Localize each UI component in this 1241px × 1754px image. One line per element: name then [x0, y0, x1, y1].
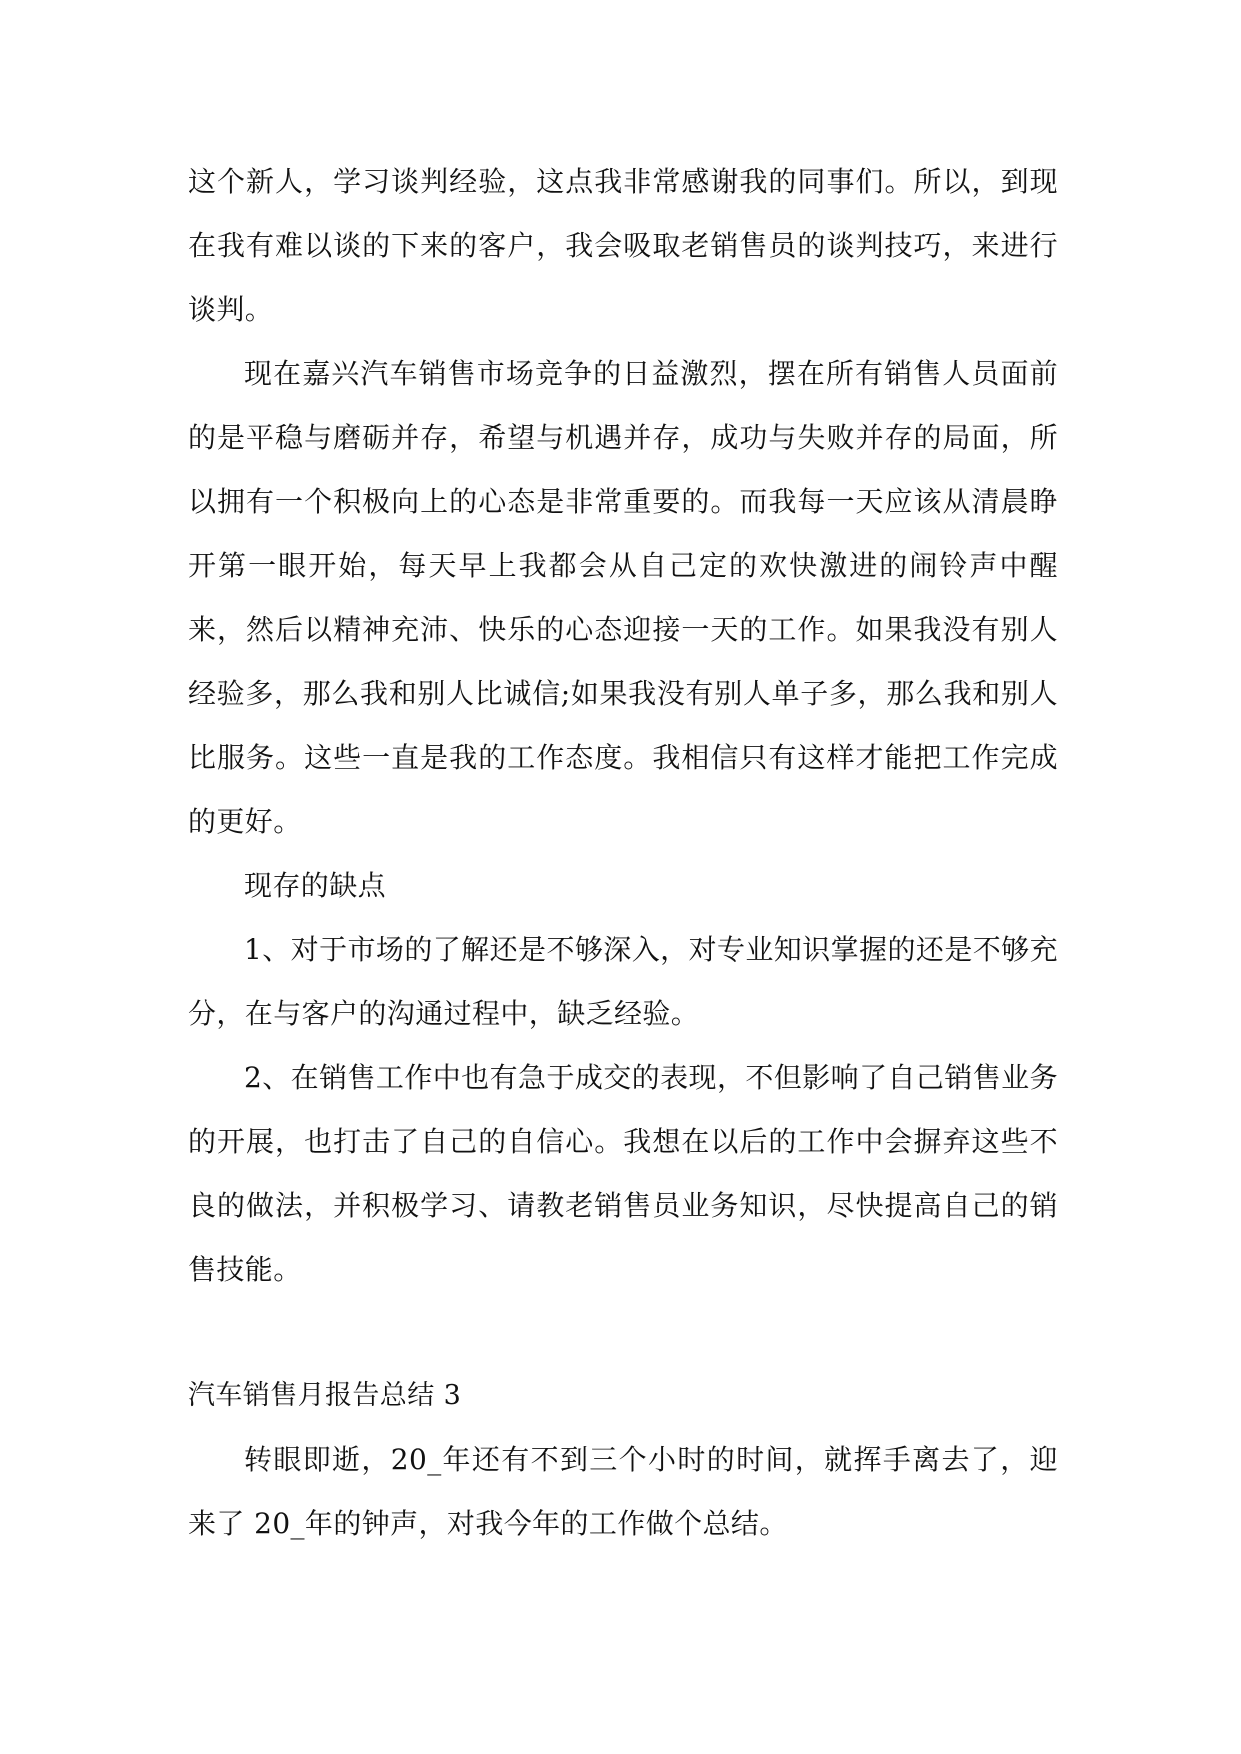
paragraph-year-summary: 转眼即逝，20_年还有不到三个小时的时间，就挥手离去了，迎来了 20_年的钟声，对我今年的工作做个总结。: [188, 1443, 1058, 1540]
shortcoming-item-2: 2、在销售工作中也有急于成交的表现，不但影响了自己销售业务的开展，也打击了自己的自信心。我想在以后的工作中会摒弃这些不良的做法，并积极学习、请教老销售员业务知识，尽快提高自己的销售技能。: [188, 1061, 1058, 1286]
subheading-shortcomings: 现存的缺点: [244, 869, 387, 902]
section-title: 汽车销售月报告总结 3: [188, 1380, 462, 1411]
document-body: [188, 150, 1058, 1556]
paragraph-market-competition: 现在嘉兴汽车销售市场竞争的日益激烈，摆在所有销售人员面前的是平稳与磨砺并存，希望与机遇并存，成功与失败并存的局面，所以拥有一个积极向上的心态是非常重要的。而我每一天应该从清晨睁开第一眼开始，每天早上我都会从自己定的欢快激进的闹铃声中醒来，然后以精神充沛、快乐的心态迎接一天的工作。如果我没有别人经验多，那么我和别人比诚信;如果我没有别人单子多，那么我和别人比服务。这些一直是我的工作态度。我相信只有这样才能把工作完成的更好。: [188, 357, 1058, 838]
paragraph-continued: 这个新人，学习谈判经验，这点我非常感谢我的同事们。所以，到现在我有难以谈的下来的客户，我会吸取老销售员的谈判技巧，来进行谈判。: [188, 165, 1058, 326]
shortcoming-item-1: 1、对于市场的了解还是不够深入，对专业知识掌握的还是不够充分，在与客户的沟通过程中，缺乏经验。: [188, 933, 1058, 1030]
